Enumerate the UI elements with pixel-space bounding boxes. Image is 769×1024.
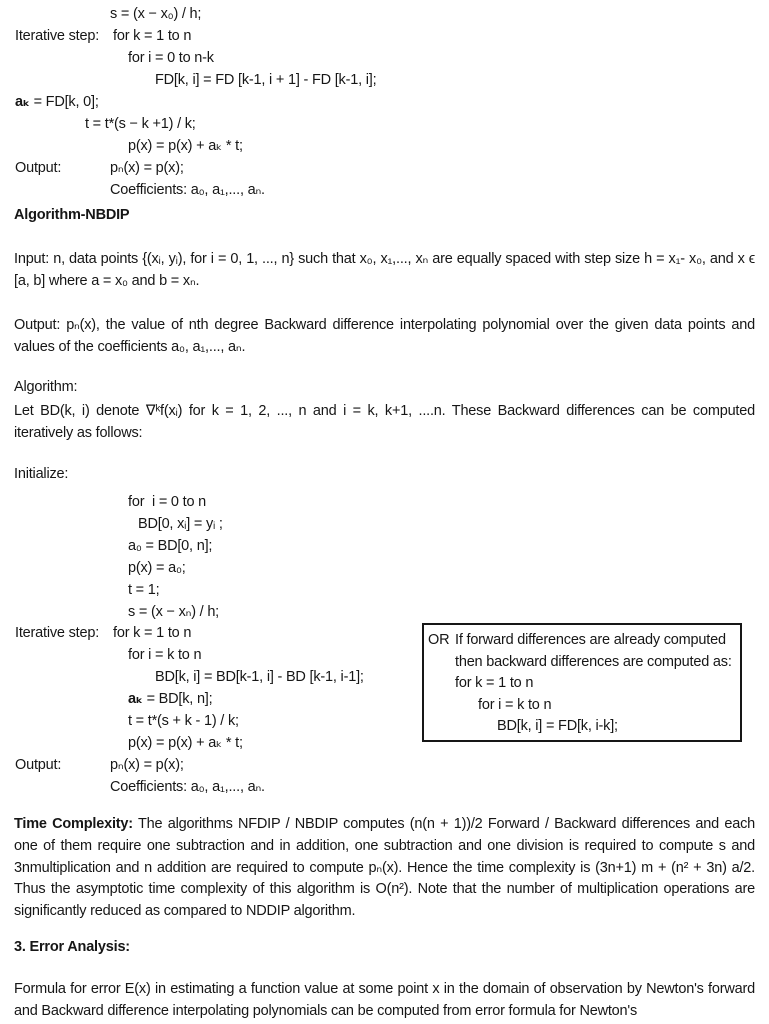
- code-text: Coefficients: a₀, a₁,..., aₙ.: [110, 779, 265, 795]
- code-text: = FD[k, 0];: [29, 94, 99, 110]
- or-line: [424, 695, 740, 717]
- code-line: [0, 47, 769, 69]
- code-text: = BD[k, n];: [142, 691, 213, 707]
- code-line: [0, 179, 769, 201]
- or-line: [424, 630, 740, 652]
- algorithm-label: Algorithm:: [14, 379, 78, 395]
- code-text: pₙ(x) = p(x);: [110, 757, 184, 773]
- code-text: p(x) = a₀;: [128, 560, 186, 576]
- code-line: [0, 601, 769, 623]
- initialize-label: Initialize:: [14, 466, 69, 482]
- code-line: [0, 491, 769, 513]
- code-bold-var: aₖ: [15, 94, 30, 110]
- or-note-box: [422, 623, 742, 742]
- time-complexity-paragraph: [14, 814, 755, 923]
- code-line: [0, 25, 769, 47]
- code-text: pₙ(x) = p(x);: [110, 160, 184, 176]
- code-text: BD[k, i] = BD[k-1, i] - BD [k-1, i-1];: [155, 669, 364, 685]
- nfdip-code-block: [0, 3, 769, 201]
- error-analysis-paragraph: Formula for error E(x) in estimating a function value at some point x in the domain of observation by Newton's forward and Backward difference interpolating polynomials can be computed from error formula for Newton's: [14, 981, 755, 1019]
- code-label: Output:: [15, 757, 62, 773]
- code-line: [0, 113, 769, 135]
- code-text: FD[k, i] = FD [k-1, i + 1] - FD [k-1, i];: [155, 72, 377, 88]
- code-text: for k = 1 to n: [113, 28, 192, 44]
- code-line: [0, 557, 769, 579]
- code-line: [0, 535, 769, 557]
- output-paragraph: Output: pₙ(x), the value of nth degree Backward difference interpolating polynomial over the given data points and values of the coefficients a₀, a₁,..., aₙ.: [14, 317, 755, 355]
- time-complexity-label: Time Complexity:: [14, 816, 133, 832]
- code-line: [0, 135, 769, 157]
- or-text: then backward differences are computed as:: [455, 653, 732, 670]
- or-text: If forward differences are already computed: [455, 632, 726, 648]
- code-line: [0, 91, 769, 113]
- code-line: [0, 579, 769, 601]
- code-label: Iterative step:: [15, 625, 100, 641]
- time-complexity-text: The algorithms NFDIP / NBDIP computes (n(n + 1))/2 Forward / Backward differences and each one of them require one subtraction and in addition, one subtraction and one division is required to compute s and 3nmultiplication and n addition are required to compute pₙ(x). Hence the time complexity is (3n+1) m + (n² + 3n) a/2. Thus the asymptotic time complexity of this algorithm is O(n²). Note that the number of multiplication operations are significantly reduced as compared to NDDIP algorithm.: [14, 816, 755, 920]
- code-text: p(x) = p(x) + aₖ * t;: [128, 735, 243, 751]
- code-text: BD[0, xᵢ] = yᵢ ;: [138, 516, 223, 532]
- or-text: for i = k to n: [478, 696, 552, 713]
- or-text: for k = 1 to n: [455, 675, 534, 692]
- code-bold-var: aₖ: [128, 691, 143, 707]
- initialize-code-block: [0, 491, 769, 623]
- code-text: for i = k to n: [128, 647, 202, 663]
- code-line: [0, 776, 769, 798]
- code-text: for k = 1 to n: [113, 625, 192, 641]
- error-analysis-heading: 3. Error Analysis:: [14, 939, 130, 955]
- or-line: [424, 716, 740, 738]
- code-line: [0, 69, 769, 91]
- code-line: [0, 3, 769, 25]
- code-text: s = (x − x₀) / h;: [110, 6, 202, 22]
- code-text: for i = 0 to n-k: [128, 50, 214, 66]
- code-line: [0, 513, 769, 535]
- code-label: Iterative step:: [15, 28, 100, 44]
- code-text: t = t*(s + k - 1) / k;: [128, 713, 239, 729]
- code-text: Coefficients: a₀, a₁,..., aₙ.: [110, 182, 265, 198]
- nbdip-heading: Algorithm-NBDIP: [14, 207, 130, 223]
- or-text: BD[k, i] = FD[k, i-k];: [497, 718, 618, 735]
- code-label: Output:: [15, 160, 62, 176]
- input-paragraph: Input: n, data points {(xᵢ, yᵢ), for i = 0, 1, ..., n} such that x₀, x₁,..., xₙ are equally spaced with step size h = x₁- x₀, and x ϵ [a, b] where a = x₀ and b = xₙ.: [14, 251, 755, 289]
- code-line: [0, 754, 769, 776]
- code-text: p(x) = p(x) + aₖ * t;: [128, 138, 243, 154]
- or-line: [424, 652, 740, 674]
- code-line: [0, 157, 769, 179]
- or-line: [424, 673, 740, 695]
- code-text: s = (x − xₙ) / h;: [128, 604, 220, 620]
- code-text: t = 1;: [128, 582, 160, 598]
- or-label: OR: [428, 632, 450, 648]
- code-text: t = t*(s − k +1) / k;: [85, 116, 196, 132]
- code-text: for i = 0 to n: [128, 494, 207, 510]
- code-text: a₀ = BD[0, n];: [128, 538, 213, 554]
- algorithm-description: Let BD(k, i) denote ∇ᵏf(xᵢ) for k = 1, 2, ..., n and i = k, k+1, ....n. These Backward differences can be computed iteratively as follows:: [14, 403, 755, 441]
